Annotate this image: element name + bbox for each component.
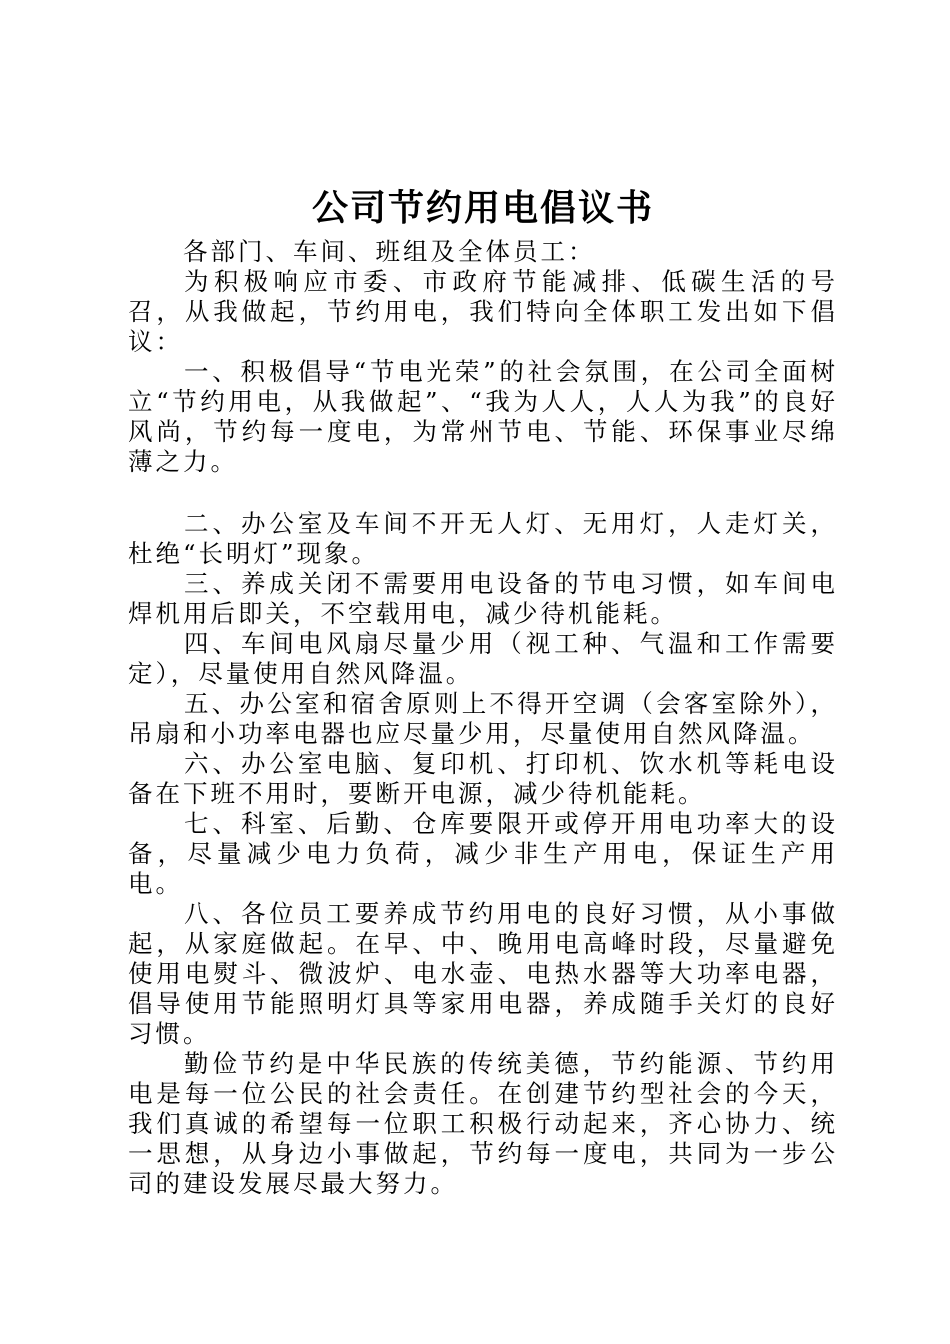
closing-paragraph: 勤俭节约是中华民族的传统美德，节约能源、节约用电是每一位公民的社会责任。在创建节约型社会的今天，我们真诚的希望每一位职工积极行动起来，齐心协力、统一思想，从身边小事做起，节约每一度电，共同为一步公司的建设发展尽最大努力。: [128, 1049, 838, 1198]
item-paragraph-3: 三、养成关闭不需要用电设备的节电习惯，如车间电焊机用后即关，不空载用电，减少待机能耗。: [128, 569, 838, 628]
document-page: [128, 183, 838, 1199]
paragraph-gap: [128, 477, 838, 509]
item-paragraph-1: 一、积极倡导“节电光荣”的社会氛围，在公司全面树立“节约用电，从我做起”、“我为人人，人人为我”的良好风尚，节约每一度电，为常州节电、节能、环保事业尽绵薄之力。: [128, 357, 838, 476]
document-title: 公司节约用电倡议书: [311, 188, 654, 229]
item-paragraph-4: 四、车间电风扇尽量少用（视工种、气温和工作需要定），尽量使用自然风降温。: [128, 629, 838, 688]
item-paragraph-6: 六、办公室电脑、复印机、打印机、饮水机等耗电设备在下班不用时，要断开电源，减少待机能耗。: [128, 749, 838, 808]
salutation: 各部门、车间、班组及全体员工：: [183, 237, 596, 266]
item-paragraph-5: 五、办公室和宿舍原则上不得开空调（会客室除外），吊扇和小功率电器也应尽量少用，尽量使用自然风降温。: [128, 689, 838, 748]
item-paragraph-2: 二、办公室及车间不开无人灯、无用灯，人走灯关，杜绝“长明灯”现象。: [128, 509, 838, 568]
intro-paragraph: 为积极响应市委、市政府节能减排、低碳生活的号召，从我做起，节约用电，我们特向全体职工发出如下倡议：: [128, 267, 838, 356]
item-paragraph-7: 七、科室、后勤、仓库要限开或停开用电功率大的设备，尽量减少电力负荷，减少非生产用电，保证生产用电。: [128, 809, 838, 898]
item-paragraph-8: 八、各位员工要养成节约用电的良好习惯，从小事做起，从家庭做起。在早、中、晚用电高峰时段，尽量避免使用电熨斗、微波炉、电水壶、电热水器等大功率电器，倡导使用节能照明灯具等家用电器，养成随手关灯的良好习惯。: [128, 899, 838, 1048]
